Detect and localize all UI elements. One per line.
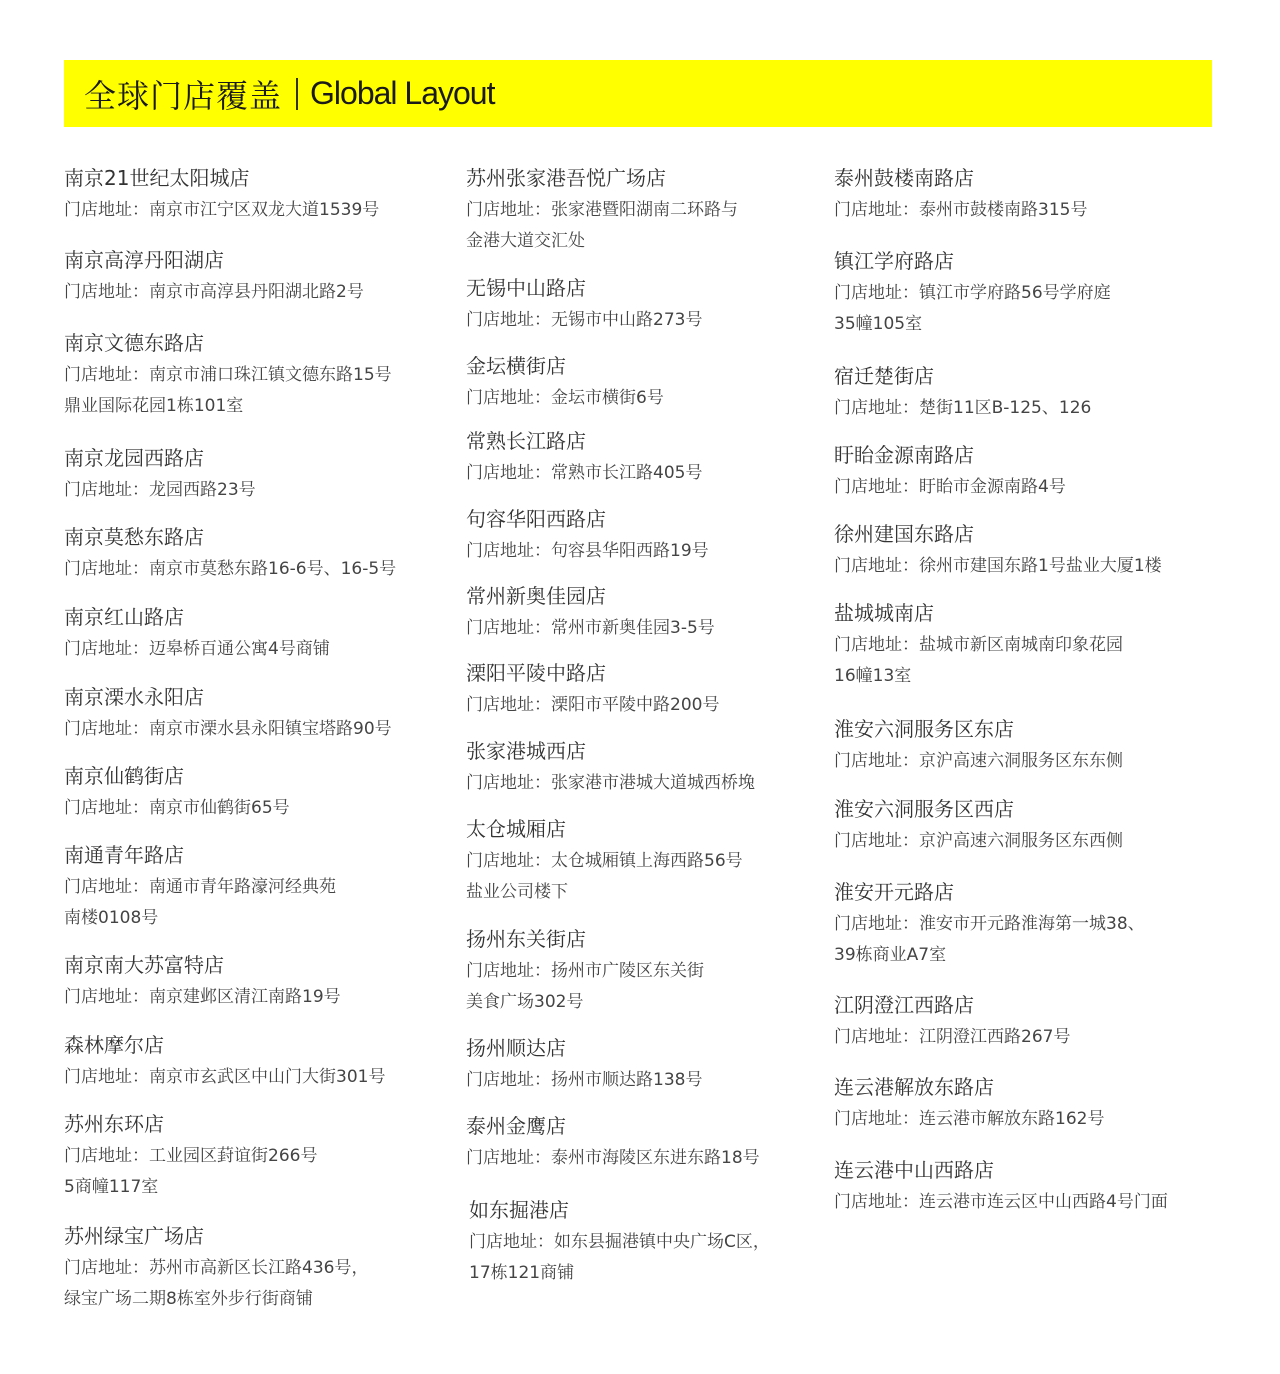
- store-address: [834, 1022, 1070, 1053]
- store-name: 南京莫愁东路店: [64, 525, 204, 549]
- store-address: [64, 1141, 317, 1203]
- store-address-line: 门店地址：金坛市横街6号: [466, 388, 664, 408]
- store-name: 南京文德东路店: [64, 331, 204, 355]
- store-address-line: 门店地址：如东县掘港镇中央广场C区，: [469, 1232, 770, 1252]
- store-address: [834, 746, 1123, 777]
- store-address: [466, 768, 755, 799]
- header-banner: [64, 60, 1212, 127]
- store-address-line: 门店地址：泰州市鼓楼南路315号: [834, 200, 1088, 220]
- store-address-line: 盐业公司楼下: [466, 882, 568, 902]
- store-address-line: 门店地址：龙园西路23号: [64, 480, 256, 500]
- store-item: [834, 796, 1123, 857]
- store-address-line: 门店地址：常熟市长江路405号: [466, 463, 703, 483]
- store-item: [466, 1035, 702, 1096]
- store-address: [834, 278, 1111, 340]
- store-address: [834, 1104, 1104, 1135]
- store-name: 镇江学府路店: [834, 249, 954, 273]
- store-address-line: 门店地址：常州市新奥佳园3-5号: [466, 618, 715, 638]
- store-address: [469, 1227, 770, 1289]
- store-address: [834, 909, 1145, 971]
- store-address-line: 门店地址：江阴澄江西路267号: [834, 1027, 1071, 1047]
- store-address-line: 门店地址：南通市青年路濠河经典苑: [64, 877, 336, 897]
- store-item: [466, 275, 702, 336]
- store-address-line: 39栋商业A7室: [834, 945, 947, 965]
- store-address-line: 门店地址：南京市玄武区中山门大街301号: [64, 1067, 386, 1087]
- store-address-line: 门店地址：盱眙市金源南路4号: [834, 477, 1066, 497]
- store-address: [64, 1062, 385, 1093]
- store-item: [64, 165, 379, 226]
- store-name: 南京龙园西路店: [64, 446, 204, 470]
- store-item: [64, 1111, 317, 1203]
- store-name: 常州新奥佳园店: [466, 584, 606, 608]
- title-chinese: 全球门店覆盖: [84, 76, 283, 115]
- store-name: 淮安六洞服务区东店: [834, 717, 1014, 741]
- store-item: [64, 684, 392, 745]
- store-address-line: 门店地址：京沪高速六洞服务区东东侧: [834, 751, 1123, 771]
- store-address-line: 门店地址：扬州市顺达路138号: [466, 1070, 703, 1090]
- store-address-line: 门店地址：盐城市新区南城南印象花园: [834, 635, 1123, 655]
- store-address-line: 门店地址：连云港市连云区中山西路4号门面: [834, 1192, 1168, 1212]
- store-address-line: 门店地址：南京市仙鹤街65号: [64, 798, 290, 818]
- store-address-line: 门店地址：无锡市中山路273号: [466, 310, 703, 330]
- store-address: [64, 1253, 368, 1315]
- store-name: 南京高淳丹阳湖店: [64, 248, 224, 272]
- store-address-line: 门店地址：南京市江宁区双龙大道1539号: [64, 200, 380, 220]
- store-item: [834, 879, 1145, 971]
- store-name: 盐城城南店: [834, 601, 934, 625]
- store-name: 南通青年路店: [64, 843, 184, 867]
- store-address: [466, 690, 719, 721]
- store-name: 连云港中山西路店: [834, 1158, 994, 1182]
- store-address-line: 金港大道交汇处: [466, 231, 585, 251]
- store-address-line: 门店地址：淮安市开元路淮海第一城38、: [834, 914, 1145, 934]
- store-address-line: 17栋121商铺: [469, 1263, 575, 1283]
- store-name: 森林摩尔店: [64, 1033, 164, 1057]
- store-item: [466, 926, 704, 1018]
- store-item: [64, 445, 256, 506]
- store-item: [466, 816, 743, 908]
- store-address: [64, 793, 290, 824]
- store-address: [64, 872, 336, 934]
- store-item: [64, 247, 364, 308]
- store-address: [834, 472, 1066, 503]
- store-name: 宿迁楚街店: [834, 364, 934, 388]
- store-address-line: 门店地址：句容县华阳西路19号: [466, 541, 709, 561]
- store-address-line: 门店地址：张家港暨阳湖南二环路与: [466, 200, 738, 220]
- store-name: 金坛横街店: [466, 354, 566, 378]
- store-name: 南京南大苏富特店: [64, 953, 224, 977]
- store-name: 淮安开元路店: [834, 880, 954, 904]
- store-address: [834, 826, 1123, 857]
- store-address: [466, 956, 704, 1018]
- store-address-line: 16幢13室: [834, 666, 912, 686]
- store-name: 淮安六洞服务区西店: [834, 797, 1014, 821]
- store-address-line: 门店地址：南京建邺区清江南路19号: [64, 987, 341, 1007]
- store-address-line: 门店地址：南京市浦口珠江镇文德东路15号: [64, 365, 392, 385]
- store-address-line: 门店地址：楚街11区B-125、126: [834, 398, 1092, 418]
- store-item: [466, 428, 702, 489]
- store-item: [834, 521, 1162, 582]
- store-name: 徐州建国东路店: [834, 522, 974, 546]
- store-name: 苏州张家港吾悦广场店: [466, 166, 666, 190]
- store-item: [64, 604, 330, 665]
- store-address: [466, 1065, 702, 1096]
- store-address-line: 门店地址：溧阳市平陵中路200号: [466, 695, 720, 715]
- store-address: [64, 982, 341, 1013]
- store-address-line: 门店地址：连云港市解放东路162号: [834, 1109, 1105, 1129]
- store-address: [834, 630, 1123, 692]
- store-address: [834, 195, 1087, 226]
- store-address-line: 门店地址：太仓城厢镇上海西路56号: [466, 851, 743, 871]
- store-item: [466, 353, 664, 414]
- store-address-line: 门店地址：南京市高淳县丹阳湖北路2号: [64, 282, 364, 302]
- store-name: 南京溧水永阳店: [64, 685, 204, 709]
- store-address: [64, 277, 364, 308]
- store-address: [64, 195, 379, 226]
- store-item: [466, 738, 755, 799]
- store-name: 南京仙鹤街店: [64, 764, 184, 788]
- store-name: 苏州东环店: [64, 1112, 164, 1136]
- store-item: [64, 842, 336, 934]
- store-address: [64, 360, 392, 422]
- store-address-line: 绿宝广场二期8栋室外步行街商铺: [64, 1289, 313, 1309]
- store-item: [64, 1223, 368, 1315]
- title-divider: [296, 78, 298, 110]
- store-address: [466, 383, 664, 414]
- store-address-line: 美食广场302号: [466, 992, 584, 1012]
- store-item: [834, 600, 1123, 692]
- store-item: [466, 1113, 760, 1174]
- store-name: 泰州金鹰店: [466, 1114, 566, 1138]
- store-address: [466, 846, 743, 908]
- store-name: 南京21世纪太阳城店: [64, 166, 250, 190]
- store-name: 太仓城厢店: [466, 817, 566, 841]
- store-name: 如东掘港店: [469, 1198, 569, 1222]
- store-address: [834, 1187, 1168, 1218]
- store-name: 连云港解放东路店: [834, 1075, 994, 1099]
- store-item: [469, 1197, 770, 1289]
- store-address-line: 35幢105室: [834, 314, 923, 334]
- store-address: [834, 551, 1162, 582]
- store-address: [466, 305, 702, 336]
- store-item: [64, 330, 392, 422]
- store-item: [834, 363, 1091, 424]
- store-name: 江阴澄江西路店: [834, 993, 974, 1017]
- store-item: [834, 442, 1066, 503]
- store-address-line: 南楼0108号: [64, 908, 159, 928]
- store-address-line: 门店地址：南京市莫愁东路16-6号、16-5号: [64, 559, 397, 579]
- store-address-line: 门店地址：工业园区葑谊街266号: [64, 1146, 318, 1166]
- store-item: [64, 952, 341, 1013]
- store-item: [834, 992, 1070, 1053]
- store-name: 句容华阳西路店: [466, 507, 606, 531]
- store-item: [64, 763, 290, 824]
- store-item: [466, 506, 709, 567]
- store-address-line: 门店地址：迈皋桥百通公寓4号商铺: [64, 639, 330, 659]
- store-address: [466, 613, 715, 644]
- store-address-line: 门店地址：徐州市建国东路1号盐业大厦1楼: [834, 556, 1162, 576]
- store-item: [834, 165, 1087, 226]
- store-address: [466, 536, 709, 567]
- store-item: [834, 248, 1111, 340]
- store-address: [466, 195, 738, 257]
- store-address-line: 门店地址：张家港市港城大道城西桥堍: [466, 773, 755, 793]
- store-name: 张家港城西店: [466, 739, 586, 763]
- store-address: [64, 714, 392, 745]
- store-address-line: 门店地址：南京市溧水县永阳镇宝塔路90号: [64, 719, 392, 739]
- store-item: [834, 1074, 1104, 1135]
- store-address: [466, 1143, 760, 1174]
- store-item: [466, 660, 719, 721]
- store-address: [64, 554, 396, 585]
- store-name: 溧阳平陵中路店: [466, 661, 606, 685]
- store-address-line: 5商幢117室: [64, 1177, 159, 1197]
- store-address-line: 门店地址：镇江市学府路56号学府庭: [834, 283, 1111, 303]
- store-item: [834, 716, 1123, 777]
- store-item: [64, 524, 396, 585]
- store-address: [64, 634, 330, 665]
- store-address-line: 门店地址：泰州市海陵区东进东路18号: [466, 1148, 760, 1168]
- store-address-line: 门店地址：苏州市高新区长江路436号，: [64, 1258, 369, 1278]
- store-name: 盱眙金源南路店: [834, 443, 974, 467]
- store-address: [466, 458, 702, 489]
- store-name: 扬州东关街店: [466, 927, 586, 951]
- store-item: [834, 1157, 1168, 1218]
- store-name: 扬州顺达店: [466, 1036, 566, 1060]
- store-address-line: 鼎业国际花园1栋101室: [64, 396, 244, 416]
- store-address-line: 门店地址：京沪高速六洞服务区东西侧: [834, 831, 1123, 851]
- store-address: [64, 475, 256, 506]
- store-address: [834, 393, 1091, 424]
- store-name: 苏州绿宝广场店: [64, 1224, 204, 1248]
- store-name: 泰州鼓楼南路店: [834, 166, 974, 190]
- title-english: Global Layout: [310, 75, 495, 111]
- store-name: 无锡中山路店: [466, 276, 586, 300]
- store-name: 常熟长江路店: [466, 429, 586, 453]
- store-item: [466, 583, 715, 644]
- store-item: [64, 1032, 385, 1093]
- store-name: 南京红山路店: [64, 605, 184, 629]
- store-address-line: 门店地址：扬州市广陵区东关街: [466, 961, 704, 981]
- store-item: [466, 165, 738, 257]
